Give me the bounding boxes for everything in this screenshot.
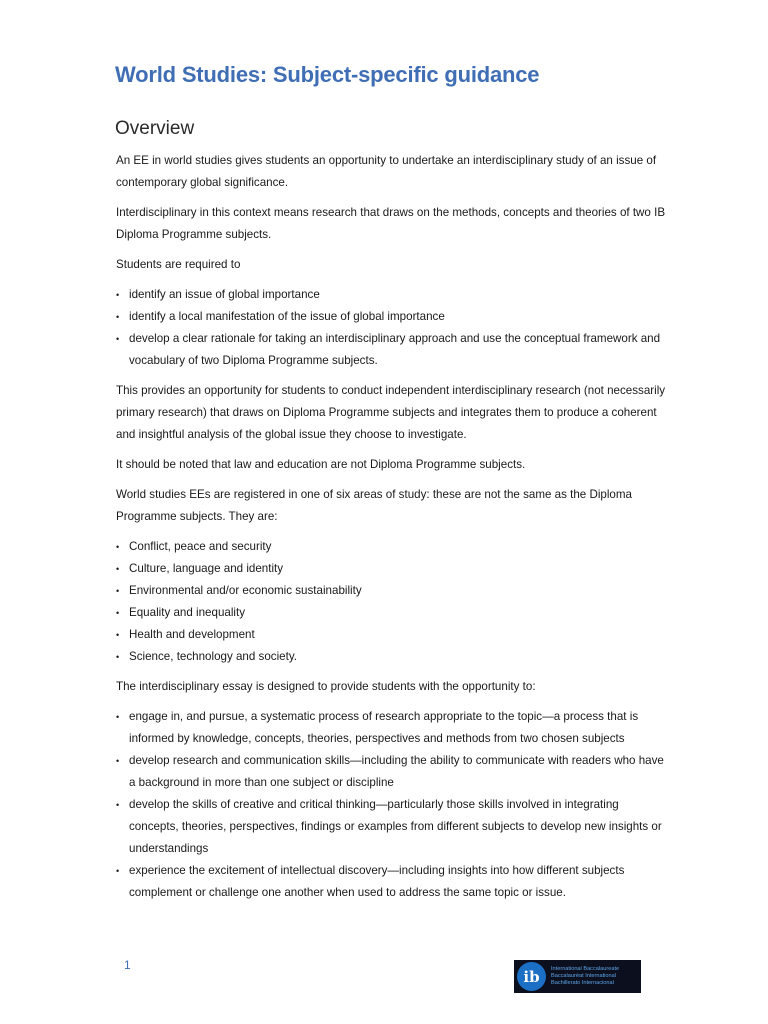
paragraph-intro: An EE in world studies gives students an opportunity to undertake an interdisciplinary study of an issue of contemporary global significance. <box>116 154 657 189</box>
ib-logo-icon <box>517 962 546 991</box>
list-item: • engage in, and pursue, a systematic process of research appropriate to the topic—a process that is informed by knowledge, concepts, theories, perspectives and methods from two chosen subjects <box>116 706 666 750</box>
ib-logo-line-spanish: Bachillerato Internacional <box>551 980 614 986</box>
ib-logo-text <box>551 966 619 987</box>
ib-logo <box>514 960 641 993</box>
section-heading-overview: Overview <box>115 118 195 139</box>
list-item: • Health and development <box>116 624 666 646</box>
areas-of-study-list <box>116 536 666 668</box>
ib-logo-line-english: International Baccalaureate <box>551 966 620 972</box>
list-item: • develop the skills of creative and critical thinking—particularly those skills involved in integrating concepts, theories, perspectives, findings or examples from different subjects to develop new insights or understandings <box>116 794 666 860</box>
list-item: • Equality and inequality <box>116 602 666 624</box>
paragraph-opportunity: This provides an opportunity for students to conduct independent interdisciplinary research (not necessarily primary research) that draws on Diploma Programme subjects and integrates them to produce a coherent and insightful analysis of the global issue they choose to investigate. <box>116 384 666 441</box>
paragraph-requirements-lead: Students are required to <box>116 258 241 271</box>
list-item: • Science, technology and society. <box>116 646 666 668</box>
paragraph-note: It should be noted that law and education are not Diploma Programme subjects. <box>116 458 526 471</box>
ib-logo-mark: ib <box>523 967 540 986</box>
list-item: • identify a local manifestation of the issue of global importance <box>116 306 666 328</box>
paragraph-essay-purpose: The interdisciplinary essay is designed to provide students with the opportunity to: <box>116 680 536 693</box>
list-item: • Environmental and/or economic sustainability <box>116 580 666 602</box>
requirements-list <box>116 284 666 372</box>
list-item: • Conflict, peace and security <box>116 536 666 558</box>
list-item: • experience the excitement of intellectual discovery—including insights into how different subjects complement or challenge one another when used to address the same topic or issue. <box>116 860 666 904</box>
list-item: • develop research and communication skills—including the ability to communicate with readers who have a background in more than one subject or discipline <box>116 750 666 794</box>
paragraph-areas-lead: World studies EEs are registered in one of six areas of study: these are not the same as the Diploma Programme subjects. They are: <box>116 488 632 523</box>
page-number: 1 <box>124 958 131 972</box>
list-item: • Culture, language and identity <box>116 558 666 580</box>
document-body <box>116 150 666 912</box>
paragraph-interdisciplinary-definition: Interdisciplinary in this context means research that draws on the methods, concepts and theories of two IB Diploma Programme subjects. <box>116 206 666 241</box>
list-item: • develop a clear rationale for taking an interdisciplinary approach and use the conceptual framework and vocabulary of two Diploma Programme subjects. <box>116 328 666 372</box>
page-title: World Studies: Subject-specific guidance <box>115 62 540 87</box>
opportunities-list <box>116 706 666 904</box>
ib-logo-line-french: Baccalauréat International <box>551 973 616 979</box>
list-item: • identify an issue of global importance <box>116 284 666 306</box>
